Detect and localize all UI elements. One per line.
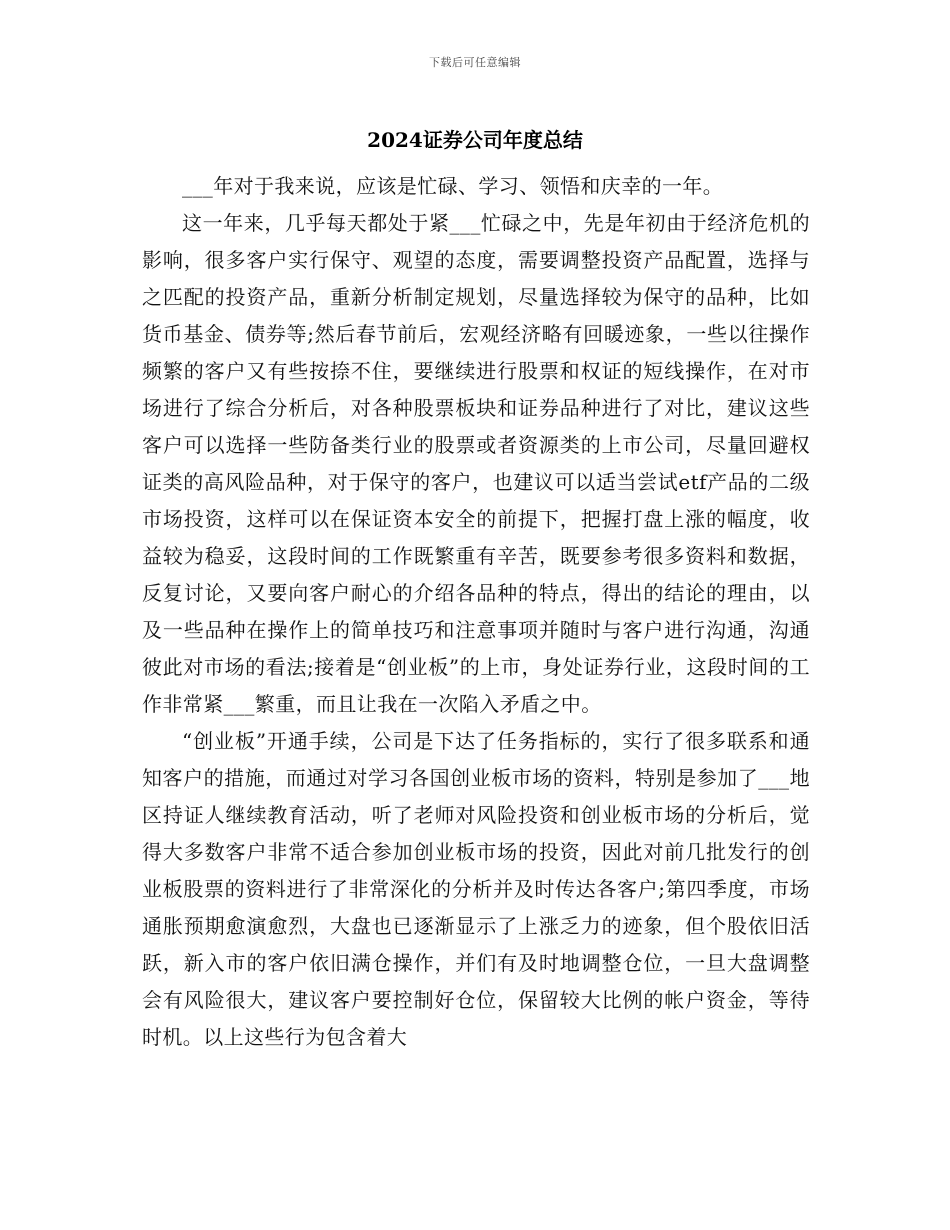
document-title: 2024证券公司年度总结 xyxy=(367,128,583,152)
paragraph-3: “创业板”开通手续，公司是下达了任务指标的，实行了很多联系和通知客户的措施，而通过对学习各国创业板市场的资料，特别是参加了___地区持证人继续教育活动，听了老师对风险投资和创业板市场的分析后，觉得大多数客户非常不适合参加创业板市场的投资，因此对前几批发行的创业板股票的资料进行了非常深化的分析并及时传达各客户;第四季度，市场通胀预期愈演愈烈，大盘也已逐渐显示了上涨乏力的迹象，但个股依旧活跃，新入市的客户依旧满仓操作，并们有及时地调整仓位，一旦大盘调整会有风险很大，建议客户要控制好仓位，保留较大比例的帐户资金，等待时机。以上这些行为包含着大 xyxy=(142,729,810,1049)
paragraph-2: 这一年来，几乎每天都处于紧___忙碌之中，先是年初由于经济危机的影响，很多客户实行保守、观望的态度，需要调整投资产品配置，选择与之匹配的投资产品，重新分析制定规划，尽量选择较为保守的品种，比如货币基金、债券等;然后春节前后，宏观经济略有回暖迹象，一些以往操作频繁的客户又有些按捺不住，要继续进行股票和权证的短线操作，在对市场进行了综合分析后，对各种股票板块和证券品种进行了对比，建议这些客户可以选择一些防备类行业的股票或者资源类的上市公司，尽量回避权证类的高风险品种，对于保守的客户，也建议可以适当尝试etf产品的二级市场投资，这样可以在保证资本安全的前提下，把握打盘上涨的幅度，收益较为稳妥，这段时间的工作既繁重有辛苦，既要参考很多资料和数据，反复讨论，又要向客户耐心的介绍各品种的特点，得出的结论的理由，以及一些品种在操作上的简单技巧和注意事项并随时与客户进行沟通，沟通彼此对市场的看法;接着是“创业板”的上市，身处证券行业，这段时间的工作非常紧___繁重，而且让我在一次陷入矛盾之中。 xyxy=(142,211,810,716)
paragraph-1: ___年对于我来说，应该是忙碌、学习、领悟和庆幸的一年。 xyxy=(182,174,724,198)
document-body xyxy=(142,168,810,1056)
header-note: 下载后可任意编辑 xyxy=(429,56,521,69)
